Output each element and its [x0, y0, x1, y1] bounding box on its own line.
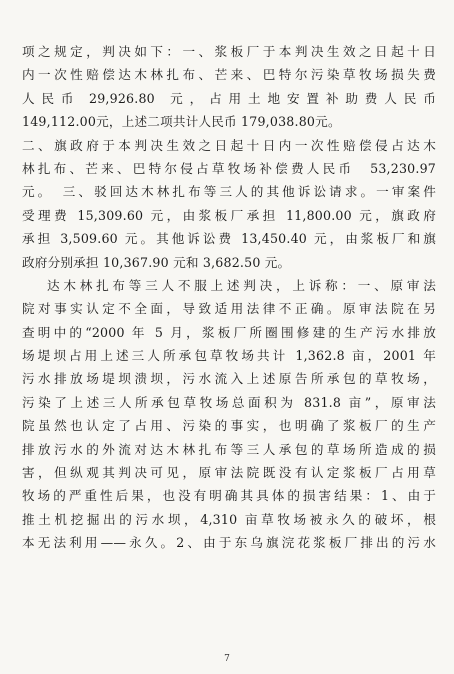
text-line: 本无法利用——永久。2、由于东乌旗浣花浆板厂排出的污水 — [22, 535, 436, 551]
text-line: 场堤坝占用上述三人所承包草牧场共计 1,362.8 亩，2001 年 — [22, 348, 436, 364]
text-line: 达木林扎布等三人不服上述判决，上诉称：一、原审法 — [47, 277, 436, 293]
text-line: 项之规定，判决如下：一、浆板厂于本判决生效之日起十日 — [22, 44, 436, 59]
text-line: 推土机挖掘出的污水坝，4,310 亩草牧场被永久的破坏，根 — [22, 511, 436, 527]
text-line: 院虽然也认定了占用、污染的事实，也明确了浆板厂的生产 — [22, 418, 436, 434]
text-line: 污染了上述三人所承包草牧场总面积为 831.8 亩”，原审法 — [22, 394, 436, 410]
text-line: 害，但纵观其判决可见，原审法院既没有认定浆板厂占用草 — [22, 465, 436, 481]
text-line: 149,112.00元，上述二项共计人民币 179,038.80元。 — [22, 114, 341, 130]
text-line: 元。 三、驳回达木林扎布等三人的其他诉讼请求。一审案件 — [22, 184, 436, 200]
text-line: 污水排放场堤坝溃坝，污水流入上述原告所承包的草牧场， — [22, 371, 436, 387]
text-line: 政府分别承担 10,367.90 元和 3,682.50 元。 — [22, 254, 291, 270]
text-line: 二、旗政府于本判决生效之日起十日内一次性赔偿侵占达木 — [22, 137, 436, 153]
text-line: 人 民 币 29,926.80 元 ， 占 用 土 地 安 置 补 助 费 人 民 币 — [22, 90, 436, 106]
text-line: 林扎布、芒来、巴特尔侵占草牧场补偿费人民币 53,230.97 — [22, 160, 436, 176]
text-line: 内一次性赔偿达木林扎布、芒来、巴特尔污染草牧场损失费 — [22, 67, 436, 83]
text-line: 查明中的“2000 年 5 月，浆板厂所圈围修建的生产污水排放 — [22, 324, 436, 340]
page-number: 7 — [224, 654, 230, 664]
body-text — [22, 40, 436, 555]
text-line: 承担 3,509.60 元。其他诉讼费 13,450.40 元，由浆板厂和旗 — [22, 231, 436, 247]
text-line: 院对事实认定不全面，导致适用法律不正确。原审法院在另 — [22, 301, 436, 317]
text-line: 受理费 15,309.60 元，由浆板厂承担 11,800.00 元，旗政府 — [22, 207, 436, 223]
text-line: 排放污水的外流对达木林扎布等三人承包的草场所造成的损 — [22, 441, 436, 457]
text-line: 牧场的严重性后果，也没有明确其具体的损害结果：1、由于 — [22, 488, 436, 504]
